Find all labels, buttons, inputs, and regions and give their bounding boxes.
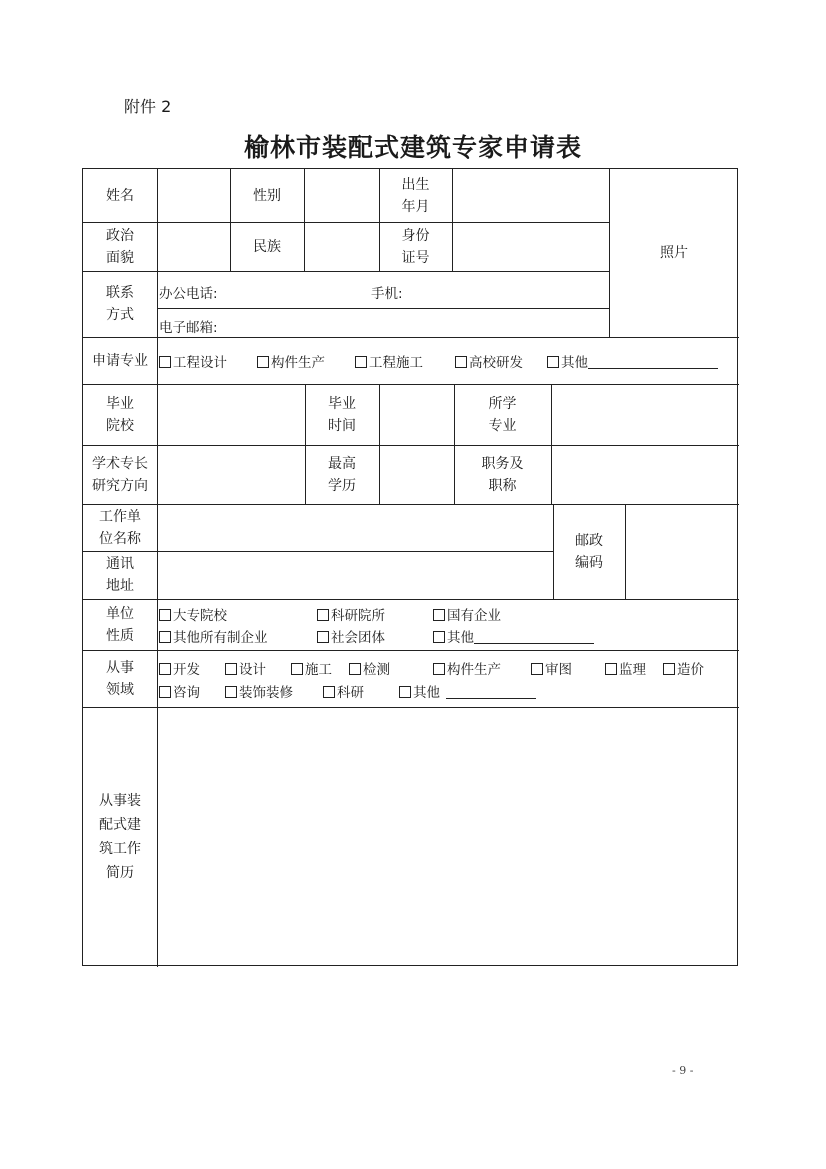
major-applied-label: 申请专业 xyxy=(92,352,148,369)
research-direction-label: 学术专长 研究方向 xyxy=(92,455,148,494)
email-label: 电子邮箱: xyxy=(159,320,218,336)
highest-degree-label: 最高 学历 xyxy=(328,455,356,494)
unit-option-institute[interactable]: 科研院所 xyxy=(317,604,385,624)
checkbox-icon xyxy=(323,686,335,698)
ethnicity-field[interactable] xyxy=(305,222,379,271)
mobile-label: 手机: xyxy=(371,286,403,302)
postal-code-label: 邮政 编码 xyxy=(575,532,603,571)
graduate-time-label: 毕业 时间 xyxy=(328,395,356,434)
employer-label: 工作单 位名称 xyxy=(99,508,141,547)
field-option-consulting[interactable]: 咨询 xyxy=(159,681,200,701)
id-number-label: 身份 证号 xyxy=(401,227,430,266)
title-position-label: 职务及 职称 xyxy=(481,455,524,494)
graduate-school-label: 毕业 院校 xyxy=(106,395,134,434)
checkbox-icon xyxy=(159,631,171,643)
name-label: 姓名 xyxy=(106,187,134,204)
photo-area: 照片 xyxy=(660,245,688,261)
resume-label: 从事装 配式建 筑工作 简历 xyxy=(99,793,141,881)
checkbox-icon xyxy=(225,663,237,675)
field-option-construction[interactable]: 施工 xyxy=(291,658,332,678)
checkbox-icon xyxy=(455,356,467,368)
checkbox-icon xyxy=(159,663,171,675)
checkbox-icon xyxy=(257,356,269,368)
unit-option-social-group[interactable]: 社会团体 xyxy=(317,626,385,646)
major-option-research[interactable]: 高校研发 xyxy=(455,351,523,371)
gender-field[interactable] xyxy=(305,169,379,222)
field-option-review[interactable]: 审图 xyxy=(531,658,572,678)
major-studied-label: 所学 专业 xyxy=(488,395,517,434)
unit-option-college[interactable]: 大专院校 xyxy=(159,604,227,624)
political-label: 政治 面貌 xyxy=(106,227,134,266)
field-other-blank[interactable] xyxy=(446,684,536,699)
field-option-cost[interactable]: 造价 xyxy=(663,658,704,678)
major-option-design[interactable]: 工程设计 xyxy=(159,351,227,371)
checkbox-icon xyxy=(531,663,543,675)
name-field[interactable] xyxy=(158,169,230,222)
field-option-design[interactable]: 设计 xyxy=(225,658,266,678)
unit-option-state-owned[interactable]: 国有企业 xyxy=(433,604,501,624)
form-title: 榆林市装配式建筑专家申请表 xyxy=(243,133,582,162)
field-option-supervision[interactable]: 监理 xyxy=(605,658,646,678)
resume-field[interactable] xyxy=(158,708,738,966)
checkbox-icon xyxy=(317,609,329,621)
political-field[interactable] xyxy=(158,222,230,271)
checkbox-icon xyxy=(317,631,329,643)
field-option-research[interactable]: 科研 xyxy=(323,681,364,701)
field-option-production[interactable]: 构件生产 xyxy=(433,658,501,678)
major-option-construction[interactable]: 工程施工 xyxy=(355,351,423,371)
major-option-production[interactable]: 构件生产 xyxy=(257,351,325,371)
field-label: 从事 领域 xyxy=(106,659,134,698)
field-option-inspection[interactable]: 检测 xyxy=(349,658,390,678)
address-label: 通讯 地址 xyxy=(106,556,134,594)
checkbox-icon xyxy=(159,609,171,621)
unit-option-other-enterprise[interactable]: 其他所有制企业 xyxy=(159,626,268,646)
page-number: - 9 - xyxy=(672,1064,694,1077)
field-option-development[interactable]: 开发 xyxy=(159,658,200,678)
birth-field[interactable] xyxy=(453,169,609,222)
application-form xyxy=(82,168,738,966)
field-option-other[interactable]: 其他 xyxy=(399,681,536,701)
ethnicity-label: 民族 xyxy=(253,238,281,255)
checkbox-icon xyxy=(433,609,445,621)
checkbox-icon xyxy=(355,356,367,368)
checkbox-icon xyxy=(433,663,445,675)
major-other-blank[interactable] xyxy=(588,354,718,369)
checkbox-icon xyxy=(349,663,361,675)
checkbox-icon xyxy=(291,663,303,675)
checkbox-icon xyxy=(159,356,171,368)
checkbox-icon xyxy=(663,663,675,675)
major-option-other[interactable]: 其他 xyxy=(547,351,718,371)
contact-label: 联系 方式 xyxy=(106,285,134,323)
checkbox-icon xyxy=(605,663,617,675)
unit-other-blank[interactable] xyxy=(474,629,594,644)
checkbox-icon xyxy=(225,686,237,698)
birth-label: 出生 年月 xyxy=(401,176,430,215)
unit-type-label: 单位 性质 xyxy=(106,605,134,644)
attachment-label: 附件 2 xyxy=(124,97,172,116)
field-option-decoration[interactable]: 装饰装修 xyxy=(225,681,293,701)
checkbox-icon xyxy=(159,686,171,698)
unit-option-other[interactable]: 其他 xyxy=(433,626,594,646)
id-number-field[interactable] xyxy=(453,222,609,271)
office-phone-label: 办公电话: xyxy=(159,286,218,302)
gender-label: 性别 xyxy=(253,187,281,204)
checkbox-icon xyxy=(547,356,559,368)
checkbox-icon xyxy=(399,686,411,698)
checkbox-icon xyxy=(433,631,445,643)
